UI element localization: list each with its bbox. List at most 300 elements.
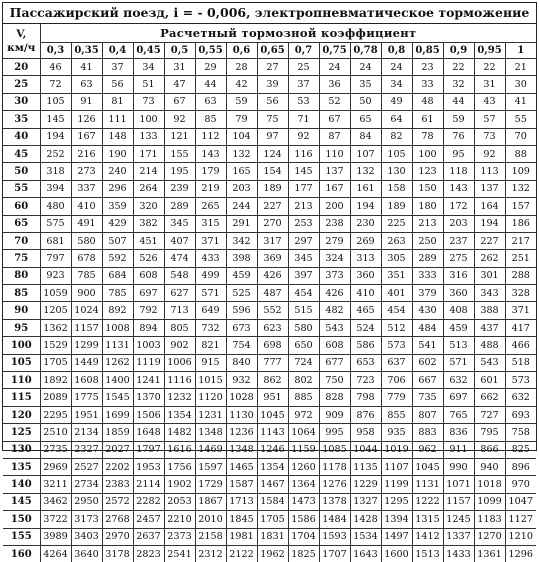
speed-header-unit: км/ч: [7, 42, 35, 54]
distance-cell: 592: [102, 250, 133, 267]
distance-cell: 2010: [195, 511, 226, 528]
distance-cell: 189: [381, 198, 412, 215]
table-row: [3, 59, 536, 76]
distance-cell: 143: [443, 180, 474, 197]
distance-cell: 451: [133, 232, 164, 249]
distance-cell: 697: [443, 389, 474, 406]
table-row: [3, 76, 536, 93]
speed-cell: 120: [3, 406, 40, 423]
distance-cell: 677: [319, 354, 350, 371]
distance-cell: 499: [195, 267, 226, 284]
distance-cell: 105: [40, 93, 71, 110]
distance-cell: 251: [505, 250, 536, 267]
distance-cell: 1006: [164, 354, 195, 371]
table-row: [3, 372, 536, 389]
distance-cell: 145: [40, 111, 71, 128]
distance-cell: 1534: [350, 528, 381, 545]
distance-cell: 828: [319, 389, 350, 406]
distance-cell: 1270: [474, 528, 505, 545]
coefficient-header-cell: 0,6: [226, 43, 257, 59]
distance-cell: 1433: [443, 545, 474, 562]
distance-cell: 398: [226, 250, 257, 267]
table-row: [3, 441, 536, 458]
distance-cell: 79: [226, 111, 257, 128]
distance-cell: 866: [474, 441, 505, 458]
distance-cell: 779: [381, 389, 412, 406]
distance-cell: 297: [288, 232, 319, 249]
distance-cell: 433: [195, 250, 226, 267]
distance-cell: 408: [443, 302, 474, 319]
distance-cell: 2768: [102, 511, 133, 528]
speed-cell: 50: [3, 163, 40, 180]
distance-cell: 1616: [164, 441, 195, 458]
distance-cell: 575: [40, 215, 71, 232]
distance-cell: 3989: [40, 528, 71, 545]
distance-cell: 2527: [71, 458, 102, 475]
distance-cell: 785: [102, 285, 133, 302]
distance-cell: 345: [164, 215, 195, 232]
speed-cell: 45: [3, 145, 40, 162]
distance-cell: 87: [319, 128, 350, 145]
table-row: [3, 128, 536, 145]
distance-cell: 2969: [40, 458, 71, 475]
distance-cell: 145: [288, 163, 319, 180]
distance-cell: 301: [474, 267, 505, 284]
distance-cell: 1713: [226, 493, 257, 510]
distance-cell: 75: [257, 111, 288, 128]
distance-cell: 426: [257, 267, 288, 284]
distance-cell: 1262: [102, 354, 133, 371]
coefficient-header-cell: 0,5: [164, 43, 195, 59]
coefficient-header-cell: 0,95: [474, 43, 505, 59]
distance-cell: 24: [350, 59, 381, 76]
distance-cell: 484: [412, 319, 443, 336]
distance-cell: 73: [133, 93, 164, 110]
distance-cell: 1467: [257, 476, 288, 493]
table-row: [3, 93, 536, 110]
distance-cell: 31: [164, 59, 195, 76]
distance-cell: 608: [319, 337, 350, 354]
distance-cell: 1428: [350, 511, 381, 528]
table-row: [3, 458, 536, 475]
distance-cell: 1775: [71, 389, 102, 406]
speed-cell: 70: [3, 232, 40, 249]
distance-cell: 758: [505, 424, 536, 441]
distance-cell: 67: [164, 93, 195, 110]
distance-cell: 343: [474, 285, 505, 302]
distance-cell: 65: [350, 111, 381, 128]
distance-cell: 1119: [133, 354, 164, 371]
distance-cell: 56: [102, 76, 133, 93]
distance-cell: 777: [257, 354, 288, 371]
distance-cell: 1962: [257, 545, 288, 562]
distance-cell: 1131: [102, 337, 133, 354]
distance-cell: 351: [381, 267, 412, 284]
distance-cell: 1018: [474, 476, 505, 493]
distance-cell: 580: [71, 232, 102, 249]
distance-cell: 371: [195, 232, 226, 249]
distance-cell: 1327: [350, 493, 381, 510]
distance-cell: 50: [350, 93, 381, 110]
distance-cell: 488: [474, 337, 505, 354]
distance-cell: 49: [381, 93, 412, 110]
distance-cell: 735: [412, 389, 443, 406]
distance-cell: 698: [257, 337, 288, 354]
distance-cell: 53: [288, 93, 319, 110]
distance-cell: 602: [412, 354, 443, 371]
distance-cell: 429: [102, 215, 133, 232]
table-row: [3, 545, 536, 562]
distance-cell: 318: [40, 163, 71, 180]
distance-cell: 2373: [164, 528, 195, 545]
distance-cell: 1465: [226, 458, 257, 475]
distance-cell: 1107: [381, 458, 412, 475]
distance-cell: 252: [40, 145, 71, 162]
distance-cell: 1867: [195, 493, 226, 510]
distance-cell: 1648: [133, 424, 164, 441]
distance-cell: 244: [226, 198, 257, 215]
distance-cell: 623: [257, 319, 288, 336]
distance-cell: 513: [443, 337, 474, 354]
distance-cell: 133: [133, 128, 164, 145]
coefficient-header-cell: 0,9: [443, 43, 474, 59]
distance-cell: 253: [288, 215, 319, 232]
distance-cell: 1231: [195, 406, 226, 423]
table-row: [3, 528, 536, 545]
distance-cell: 51: [133, 76, 164, 93]
distance-cell: 1246: [257, 441, 288, 458]
distance-cell: 862: [257, 372, 288, 389]
distance-cell: 81: [102, 93, 133, 110]
distance-cell: 265: [195, 198, 226, 215]
distance-cell: 802: [288, 372, 319, 389]
distance-cell: 85: [195, 111, 226, 128]
distance-cell: 1157: [71, 319, 102, 336]
coefficient-group-header: Расчетный тормозной коэффициент: [40, 24, 536, 43]
speed-cell: 100: [3, 337, 40, 354]
distance-cell: 543: [474, 354, 505, 371]
distance-cell: 105: [381, 145, 412, 162]
distance-cell: 76: [443, 128, 474, 145]
distance-cell: 940: [474, 458, 505, 475]
distance-cell: 155: [164, 145, 195, 162]
distance-cell: 653: [350, 354, 381, 371]
distance-cell: 186: [505, 215, 536, 232]
distance-cell: 1797: [133, 441, 164, 458]
distance-cell: 3403: [71, 528, 102, 545]
table-row: [3, 163, 536, 180]
distance-cell: 345: [288, 250, 319, 267]
distance-cell: 264: [133, 180, 164, 197]
distance-cell: 1315: [412, 511, 443, 528]
distance-cell: 2950: [71, 493, 102, 510]
distance-cell: 474: [164, 250, 195, 267]
speed-cell: 85: [3, 285, 40, 302]
speed-cell: 140: [3, 476, 40, 493]
distance-cell: 1473: [288, 493, 319, 510]
coefficient-header-cell: 0,8: [381, 43, 412, 59]
distance-cell: 732: [195, 319, 226, 336]
distance-cell: 678: [71, 250, 102, 267]
distance-cell: 1756: [164, 458, 195, 475]
distance-cell: 885: [288, 389, 319, 406]
distance-cell: 1159: [288, 441, 319, 458]
distance-cell: 24: [381, 59, 412, 76]
distance-cell: 1859: [102, 424, 133, 441]
distance-cell: 792: [133, 302, 164, 319]
distance-cell: 573: [381, 337, 412, 354]
distance-cell: 896: [505, 458, 536, 475]
distance-cell: 37: [288, 76, 319, 93]
distance-cell: 2735: [40, 441, 71, 458]
distance-cell: 909: [319, 406, 350, 423]
distance-cell: 269: [350, 232, 381, 249]
distance-cell: 1497: [381, 528, 412, 545]
distance-cell: 63: [195, 93, 226, 110]
distance-cell: 2823: [133, 545, 164, 562]
distance-cell: 1831: [257, 528, 288, 545]
distance-cell: 1586: [288, 511, 319, 528]
distance-cell: 41: [71, 59, 102, 76]
distance-cell: 673: [226, 319, 257, 336]
distance-cell: 148: [102, 128, 133, 145]
distance-cell: 637: [381, 354, 412, 371]
distance-cell: 1019: [381, 441, 412, 458]
coefficient-header-cell: 0,7: [288, 43, 319, 59]
distance-cell: 480: [40, 198, 71, 215]
distance-cell: 1236: [226, 424, 257, 441]
table-row: [3, 406, 536, 423]
distance-cell: 1210: [505, 528, 536, 545]
distance-cell: 273: [71, 163, 102, 180]
distance-cell: 1587: [226, 476, 257, 493]
distance-cell: 29: [195, 59, 226, 76]
distance-cell: 82: [381, 128, 412, 145]
speed-header-symbol: V,: [16, 28, 26, 40]
distance-cell: 369: [257, 250, 288, 267]
distance-cell: 518: [505, 354, 536, 371]
distance-cell: 401: [381, 285, 412, 302]
distance-cell: 397: [288, 267, 319, 284]
distance-cell: 723: [350, 372, 381, 389]
table-row: [3, 111, 536, 128]
coefficient-header-cell: 1: [505, 43, 536, 59]
distance-cell: 840: [226, 354, 257, 371]
distance-cell: 31: [474, 76, 505, 93]
distance-cell: 601: [474, 372, 505, 389]
table-row: [3, 215, 536, 232]
distance-cell: 894: [133, 319, 164, 336]
distance-cell: 1003: [133, 337, 164, 354]
distance-cell: 48: [412, 93, 443, 110]
distance-cell: 56: [257, 93, 288, 110]
table-row: [3, 180, 536, 197]
distance-cell: 1412: [412, 528, 443, 545]
distance-cell: 417: [505, 319, 536, 336]
distance-cell: 1449: [71, 354, 102, 371]
coefficient-header-cell: 0,85: [412, 43, 443, 59]
distance-cell: 61: [412, 111, 443, 128]
distance-cell: 195: [164, 163, 195, 180]
distance-cell: 92: [474, 145, 505, 162]
distance-cell: 900: [71, 285, 102, 302]
distance-cell: 78: [412, 128, 443, 145]
distance-cell: 35: [350, 76, 381, 93]
speed-cell: 110: [3, 372, 40, 389]
speed-cell: 125: [3, 424, 40, 441]
distance-cell: 203: [226, 180, 257, 197]
distance-cell: 1545: [102, 389, 133, 406]
speed-cell: 105: [3, 354, 40, 371]
table-row: [3, 493, 536, 510]
distance-cell: 239: [164, 180, 195, 197]
speed-column-header: [3, 24, 40, 59]
distance-cell: 972: [288, 406, 319, 423]
table-row: [3, 285, 536, 302]
distance-cell: 154: [257, 163, 288, 180]
distance-cell: 217: [505, 232, 536, 249]
coefficient-header-cell: 0,45: [133, 43, 164, 59]
distance-cell: 44: [443, 93, 474, 110]
table-row: [3, 302, 536, 319]
speed-cell: 75: [3, 250, 40, 267]
distance-cell: 525: [226, 285, 257, 302]
distance-cell: 1059: [40, 285, 71, 302]
distance-cell: 1953: [133, 458, 164, 475]
distance-cell: 1704: [288, 528, 319, 545]
distance-cell: 1378: [319, 493, 350, 510]
distance-cell: 466: [505, 337, 536, 354]
distance-cell: 100: [412, 145, 443, 162]
table-row: [3, 232, 536, 249]
distance-cell: 394: [40, 180, 71, 197]
distance-cell: 2295: [40, 406, 71, 423]
distance-cell: 143: [195, 145, 226, 162]
distance-cell: 382: [133, 215, 164, 232]
distance-cell: 64: [381, 111, 412, 128]
distance-cell: 107: [350, 145, 381, 162]
distance-cell: 112: [195, 128, 226, 145]
distance-cell: 137: [319, 163, 350, 180]
distance-cell: 320: [133, 198, 164, 215]
distance-cell: 1699: [102, 406, 133, 423]
distance-cell: 213: [412, 215, 443, 232]
distance-cell: 1513: [412, 545, 443, 562]
distance-cell: 649: [195, 302, 226, 319]
distance-cell: 1199: [381, 476, 412, 493]
table-body: [3, 59, 536, 562]
distance-cell: 84: [350, 128, 381, 145]
distance-cell: 225: [381, 215, 412, 232]
distance-cell: 1608: [71, 372, 102, 389]
table-row: [3, 319, 536, 336]
distance-cell: 52: [319, 93, 350, 110]
distance-cell: 662: [474, 389, 505, 406]
distance-cell: 118: [443, 163, 474, 180]
speed-cell: 40: [3, 128, 40, 145]
distance-cell: 360: [350, 267, 381, 284]
distance-cell: 324: [319, 250, 350, 267]
distance-cell: 57: [474, 111, 505, 128]
distance-cell: 543: [319, 319, 350, 336]
distance-cell: 71: [288, 111, 319, 128]
distance-cell: 1364: [288, 476, 319, 493]
distance-cell: 1116: [164, 372, 195, 389]
distance-cell: 240: [102, 163, 133, 180]
distance-cell: 227: [257, 198, 288, 215]
table-row: [3, 476, 536, 493]
distance-cell: 1245: [443, 511, 474, 528]
distance-cell: 1008: [102, 319, 133, 336]
header-row-group: [3, 24, 536, 43]
distance-cell: 34: [381, 76, 412, 93]
speed-cell: 35: [3, 111, 40, 128]
distance-cell: 263: [381, 232, 412, 249]
distance-cell: 1482: [164, 424, 195, 441]
distance-cell: 1337: [443, 528, 474, 545]
distance-cell: 3722: [40, 511, 71, 528]
distance-cell: 157: [505, 198, 536, 215]
distance-cell: 571: [195, 285, 226, 302]
distance-cell: 379: [412, 285, 443, 302]
distance-cell: 161: [350, 180, 381, 197]
distance-cell: 821: [195, 337, 226, 354]
distance-cell: 1099: [474, 493, 505, 510]
distance-cell: 337: [71, 180, 102, 197]
distance-cell: 25: [288, 59, 319, 76]
distance-cell: 596: [226, 302, 257, 319]
distance-cell: 36: [319, 76, 350, 93]
distance-cell: 465: [350, 302, 381, 319]
distance-cell: 797: [40, 250, 71, 267]
distance-cell: 91: [71, 93, 102, 110]
distance-cell: 1157: [443, 493, 474, 510]
distance-cell: 1705: [40, 354, 71, 371]
distance-cell: 288: [505, 267, 536, 284]
distance-cell: 130: [381, 163, 412, 180]
distance-cell: 237: [443, 232, 474, 249]
speed-cell: 25: [3, 76, 40, 93]
speed-cell: 160: [3, 545, 40, 562]
distance-cell: 1469: [195, 441, 226, 458]
distance-cell: 1130: [226, 406, 257, 423]
distance-cell: 109: [505, 163, 536, 180]
distance-cell: 1705: [257, 511, 288, 528]
distance-cell: 296: [102, 180, 133, 197]
table-row: [3, 267, 536, 284]
distance-cell: 388: [474, 302, 505, 319]
distance-cell: 328: [505, 285, 536, 302]
distance-cell: 1394: [381, 511, 412, 528]
distance-cell: 21: [505, 59, 536, 76]
distance-cell: 1260: [288, 458, 319, 475]
distance-cell: 1205: [40, 302, 71, 319]
distance-cell: 33: [412, 76, 443, 93]
distance-cell: 795: [474, 424, 505, 441]
speed-cell: 65: [3, 215, 40, 232]
distance-cell: 454: [381, 302, 412, 319]
distance-cell: 1354: [257, 458, 288, 475]
distance-cell: 754: [226, 337, 257, 354]
distance-cell: 275: [443, 250, 474, 267]
distance-cell: 32: [443, 76, 474, 93]
distance-cell: 482: [319, 302, 350, 319]
distance-cell: 72: [40, 76, 71, 93]
distance-cell: 22: [443, 59, 474, 76]
distance-cell: 158: [381, 180, 412, 197]
distance-cell: 42: [226, 76, 257, 93]
distance-cell: 632: [505, 389, 536, 406]
